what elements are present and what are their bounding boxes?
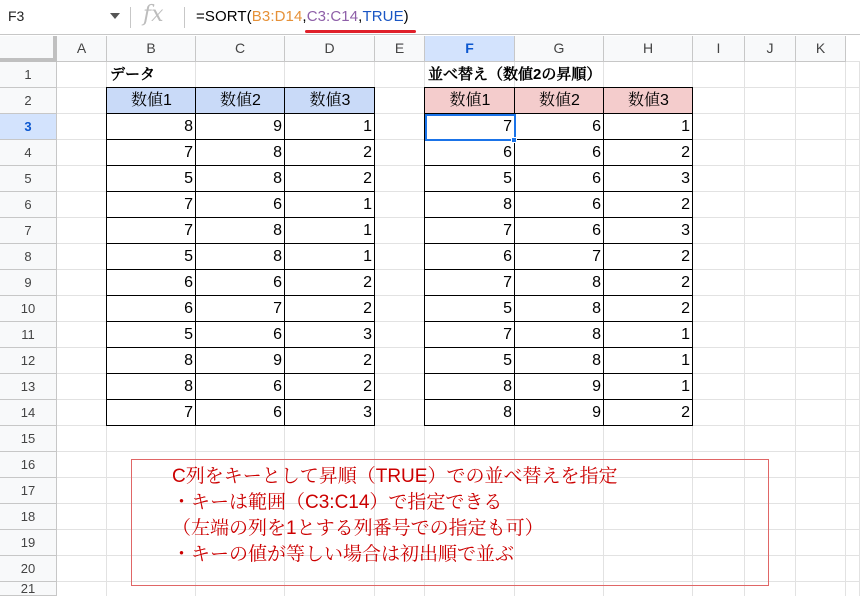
table-header-cell[interactable]: 数値3 <box>285 88 375 114</box>
cell-border <box>196 270 285 296</box>
table-cell[interactable]: 9 <box>273 118 282 135</box>
cell-border <box>425 244 515 270</box>
table-cell[interactable]: 6 <box>273 378 282 395</box>
row-header-5[interactable]: 5 <box>0 166 57 192</box>
formula-comma: , <box>358 8 363 25</box>
table-cell[interactable]: 6 <box>273 274 282 291</box>
cell-border <box>425 296 515 322</box>
cell-border <box>604 322 693 348</box>
table-cell[interactable]: 7 <box>503 118 512 135</box>
table-cell[interactable]: 6 <box>503 144 512 161</box>
table-cell[interactable]: 9 <box>273 352 282 369</box>
column-header-e[interactable]: E <box>375 36 425 62</box>
table-cell[interactable]: 5 <box>184 326 193 343</box>
row-header-2[interactable]: 2 <box>0 88 57 114</box>
right-table-title: 並べ替え（数値2の昇順） <box>428 66 602 83</box>
column-header-c[interactable]: C <box>196 36 285 62</box>
row-header-14[interactable]: 14 <box>0 400 57 426</box>
cell-border <box>515 322 604 348</box>
table-cell[interactable]: 8 <box>273 248 282 265</box>
table-cell[interactable]: 2 <box>681 300 690 317</box>
table-cell[interactable]: 1 <box>681 352 690 369</box>
table-cell[interactable]: 7 <box>273 300 282 317</box>
column-header-i[interactable]: I <box>693 36 745 62</box>
cell-border <box>107 270 196 296</box>
column-header-a[interactable]: A <box>57 36 107 62</box>
table-cell[interactable]: 7 <box>592 248 601 265</box>
table-cell[interactable]: 9 <box>592 378 601 395</box>
row-header-16[interactable]: 16 <box>0 452 57 478</box>
row-header-20[interactable]: 20 <box>0 556 57 582</box>
table-cell[interactable]: 2 <box>363 378 372 395</box>
cell-border <box>285 374 375 400</box>
table-cell[interactable]: 5 <box>503 352 512 369</box>
column-header-j[interactable]: J <box>745 36 796 62</box>
cell-border <box>604 192 693 218</box>
table-cell[interactable]: 1 <box>681 326 690 343</box>
cell-border <box>425 348 515 374</box>
cell-border <box>107 322 196 348</box>
table-cell[interactable]: 6 <box>503 248 512 265</box>
table-cell[interactable]: 2 <box>681 144 690 161</box>
cell-border <box>285 244 375 270</box>
row-header-3[interactable]: 3 <box>0 114 57 140</box>
cell-border <box>285 166 375 192</box>
gridline-horizontal <box>57 451 860 452</box>
cell-border <box>196 140 285 166</box>
table-cell[interactable]: 7 <box>184 222 193 239</box>
cell-border <box>107 114 196 140</box>
table-cell[interactable]: 2 <box>363 274 372 291</box>
table-header-cell[interactable]: 数値3 <box>604 88 693 114</box>
cell-border <box>604 296 693 322</box>
table-cell[interactable]: 8 <box>184 378 193 395</box>
cell-border <box>425 192 515 218</box>
table-cell[interactable]: 9 <box>592 404 601 421</box>
cell-border <box>604 88 693 114</box>
cell-border <box>107 348 196 374</box>
left-table-title: データ <box>110 66 156 83</box>
row-header-4[interactable]: 4 <box>0 140 57 166</box>
formula-suffix: ) <box>403 8 409 25</box>
row-header-21[interactable]: 21 <box>0 582 57 596</box>
gridline-vertical <box>845 62 846 596</box>
formula-range-1: B3:D14 <box>251 8 303 25</box>
column-header-h[interactable]: H <box>604 36 693 62</box>
table-cell[interactable]: 1 <box>681 118 690 135</box>
cell-border <box>425 400 515 426</box>
cell-border <box>515 270 604 296</box>
table-cell[interactable]: 8 <box>592 300 601 317</box>
cell-border <box>425 218 515 244</box>
table-cell[interactable]: 2 <box>363 352 372 369</box>
table-cell[interactable]: 8 <box>184 118 193 135</box>
cell-border <box>604 270 693 296</box>
cell-border <box>107 296 196 322</box>
row-header-18[interactable]: 18 <box>0 504 57 530</box>
table-cell[interactable]: 5 <box>503 300 512 317</box>
table-cell[interactable]: 6 <box>273 326 282 343</box>
table-cell[interactable]: 7 <box>503 326 512 343</box>
table-cell[interactable]: 2 <box>681 248 690 265</box>
cell-border <box>196 114 285 140</box>
column-header-f[interactable]: F <box>425 36 515 62</box>
note-line: （左端の列を1とする列番号での指定も可） <box>172 518 544 539</box>
cell-border <box>604 348 693 374</box>
table-cell[interactable]: 8 <box>592 352 601 369</box>
cell-border <box>107 192 196 218</box>
cell-border <box>425 322 515 348</box>
cell-border <box>425 140 515 166</box>
table-cell[interactable]: 6 <box>592 196 601 213</box>
cell-border <box>515 400 604 426</box>
table-cell[interactable]: 6 <box>184 300 193 317</box>
note-line: ・キーは範囲（C3:C14）で指定できる <box>172 492 503 513</box>
table-cell[interactable]: 2 <box>363 144 372 161</box>
cell-border <box>196 322 285 348</box>
table-cell[interactable]: 3 <box>681 222 690 239</box>
table-cell[interactable]: 8 <box>592 274 601 291</box>
cell-border <box>196 348 285 374</box>
cell-border <box>515 296 604 322</box>
column-header-b[interactable]: B <box>107 36 196 62</box>
explanation-note <box>131 459 769 586</box>
table-cell[interactable]: 2 <box>363 170 372 187</box>
table-cell[interactable]: 1 <box>681 378 690 395</box>
cell-border <box>196 88 285 114</box>
cell-border <box>604 374 693 400</box>
row-header-8[interactable]: 8 <box>0 244 57 270</box>
cell-border <box>285 140 375 166</box>
cell-border <box>515 218 604 244</box>
gridline-vertical <box>795 62 796 596</box>
column-header-d[interactable]: D <box>285 36 375 62</box>
table-cell[interactable]: 8 <box>184 352 193 369</box>
table-cell[interactable]: 6 <box>273 404 282 421</box>
table-cell[interactable]: 7 <box>503 274 512 291</box>
table-cell[interactable]: 7 <box>184 144 193 161</box>
table-header-cell[interactable]: 数値2 <box>515 88 604 114</box>
active-cell-selection[interactable] <box>425 114 516 141</box>
formula-comma: , <box>302 8 307 25</box>
formula-range-2: C3:C14 <box>306 8 359 25</box>
table-cell[interactable]: 3 <box>681 170 690 187</box>
cell-border <box>515 244 604 270</box>
select-all-corner[interactable] <box>0 36 57 62</box>
table-cell[interactable]: 8 <box>273 144 282 161</box>
table-cell[interactable]: 8 <box>592 326 601 343</box>
cell-border <box>196 166 285 192</box>
table-cell[interactable]: 1 <box>363 196 372 213</box>
cell-border <box>515 140 604 166</box>
table-cell[interactable]: 6 <box>592 118 601 135</box>
cell-border <box>515 192 604 218</box>
cell-border <box>107 166 196 192</box>
cell-border <box>285 88 375 114</box>
formula-keyword: TRUE <box>362 8 404 25</box>
cell-border <box>515 348 604 374</box>
cell-border <box>604 218 693 244</box>
table-header-cell[interactable]: 数値2 <box>196 88 285 114</box>
table-cell[interactable]: 7 <box>184 196 193 213</box>
table-cell[interactable]: 3 <box>363 326 372 343</box>
cell-border <box>107 140 196 166</box>
table-cell[interactable]: 2 <box>681 196 690 213</box>
cell-border <box>425 270 515 296</box>
table-cell[interactable]: 2 <box>681 274 690 291</box>
cell-border <box>285 270 375 296</box>
row-header-19[interactable]: 19 <box>0 530 57 556</box>
fill-handle[interactable] <box>511 137 517 143</box>
cell-border <box>604 140 693 166</box>
table-cell[interactable]: 7 <box>503 222 512 239</box>
cell-border <box>604 166 693 192</box>
cell-border <box>196 218 285 244</box>
row-header-15[interactable]: 15 <box>0 426 57 452</box>
cell-border <box>285 218 375 244</box>
column-header-k[interactable]: K <box>796 36 846 62</box>
table-cell[interactable]: 6 <box>592 222 601 239</box>
row-header-13[interactable]: 13 <box>0 374 57 400</box>
table-cell[interactable]: 8 <box>273 170 282 187</box>
row-header-11[interactable]: 11 <box>0 322 57 348</box>
row-header-10[interactable]: 10 <box>0 296 57 322</box>
cell-border <box>425 374 515 400</box>
table-cell[interactable]: 1 <box>363 118 372 135</box>
name-box[interactable]: F3 <box>8 8 25 24</box>
row-header-1[interactable]: 1 <box>0 62 57 88</box>
cell-border <box>515 114 604 140</box>
cell-border <box>285 296 375 322</box>
table-cell[interactable]: 6 <box>184 274 193 291</box>
formula-prefix: =SORT( <box>196 8 252 25</box>
cell-border <box>196 374 285 400</box>
row-header-12[interactable]: 12 <box>0 348 57 374</box>
table-cell[interactable]: 5 <box>184 248 193 265</box>
table-cell[interactable]: 2 <box>363 300 372 317</box>
table-cell[interactable]: 8 <box>503 404 512 421</box>
row-header-9[interactable]: 9 <box>0 270 57 296</box>
table-cell[interactable]: 6 <box>592 144 601 161</box>
cell-border <box>604 244 693 270</box>
table-cell[interactable]: 3 <box>363 404 372 421</box>
cell-border <box>604 400 693 426</box>
cell-border <box>285 322 375 348</box>
note-line: C列をキーとして昇順（TRUE）での並べ替えを指定 <box>172 466 618 487</box>
fx-icon: fx <box>143 2 164 27</box>
cell-border <box>425 166 515 192</box>
table-cell[interactable]: 6 <box>273 196 282 213</box>
cell-border <box>107 88 196 114</box>
cell-border <box>604 114 693 140</box>
table-cell[interactable]: 6 <box>592 170 601 187</box>
cell-border <box>285 400 375 426</box>
cell-border <box>515 374 604 400</box>
table-cell[interactable]: 1 <box>363 248 372 265</box>
cell-border <box>196 244 285 270</box>
cell-border <box>515 166 604 192</box>
row-header-17[interactable]: 17 <box>0 478 57 504</box>
cell-border <box>107 400 196 426</box>
table-cell[interactable]: 1 <box>363 222 372 239</box>
cell-border <box>285 348 375 374</box>
table-cell[interactable]: 5 <box>184 170 193 187</box>
row-header-6[interactable]: 6 <box>0 192 57 218</box>
column-header-g[interactable]: G <box>515 36 604 62</box>
cell-border <box>196 296 285 322</box>
cell-border <box>196 400 285 426</box>
cell-border <box>285 192 375 218</box>
cell-border <box>196 192 285 218</box>
cell-border <box>107 244 196 270</box>
cell-border <box>425 88 515 114</box>
cell-border <box>515 88 604 114</box>
cell-border <box>107 374 196 400</box>
table-header-cell[interactable]: 数値1 <box>107 88 196 114</box>
table-header-cell[interactable]: 数値1 <box>425 88 515 114</box>
table-cell[interactable]: 8 <box>273 222 282 239</box>
note-line: ・キーの値が等しい場合は初出順で並ぶ <box>172 544 515 565</box>
row-header-7[interactable]: 7 <box>0 218 57 244</box>
table-cell[interactable]: 7 <box>184 404 193 421</box>
table-cell[interactable]: 2 <box>681 404 690 421</box>
table-cell[interactable]: 8 <box>503 378 512 395</box>
cell-border <box>107 218 196 244</box>
cell-border <box>285 114 375 140</box>
table-cell[interactable]: 5 <box>503 170 512 187</box>
table-cell[interactable]: 8 <box>503 196 512 213</box>
